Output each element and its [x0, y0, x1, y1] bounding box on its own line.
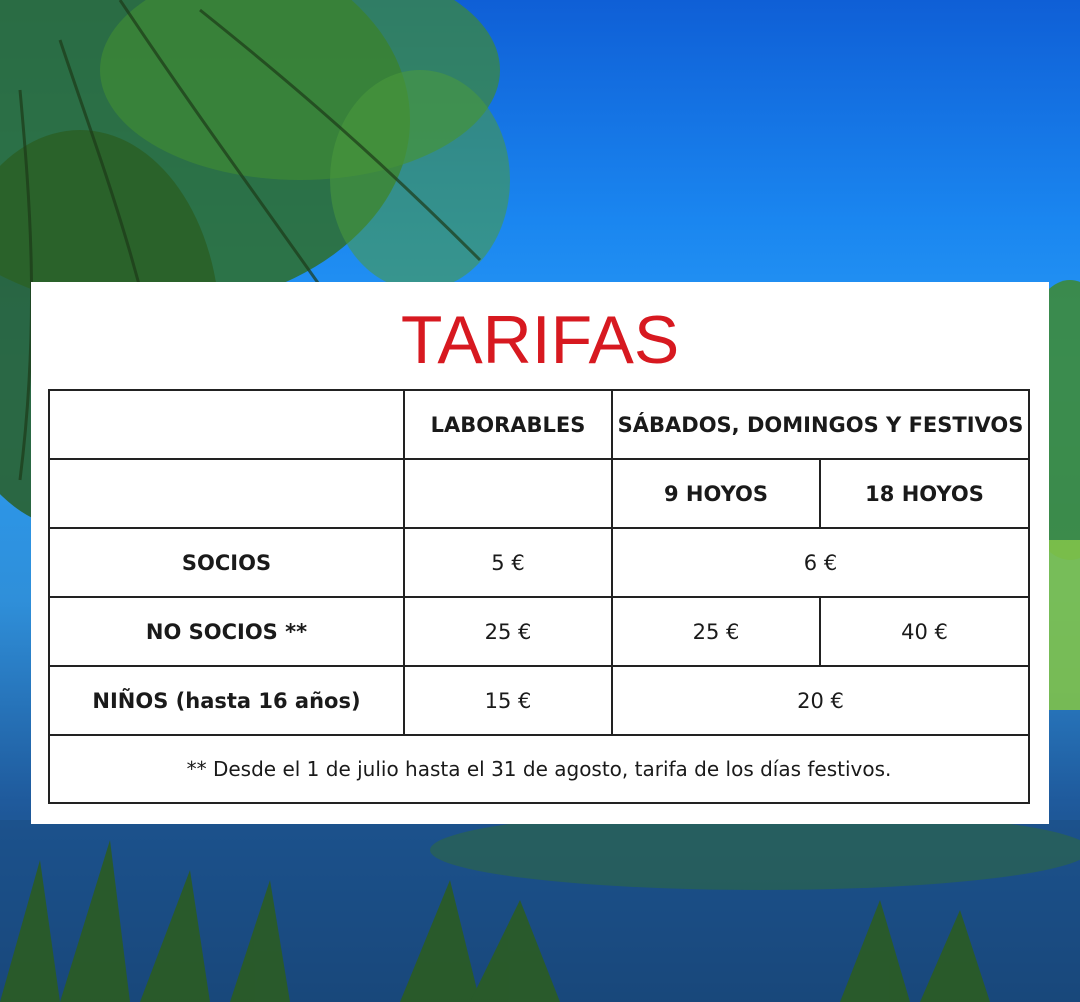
header-weekend-holidays: SÁBADOS, DOMINGOS Y FESTIVOS [612, 390, 1029, 459]
table-empty-cell [404, 459, 612, 528]
price-socios-laborables: 5 € [404, 528, 612, 597]
table-row [49, 597, 1029, 666]
table-note-row [49, 735, 1029, 803]
table-row [49, 666, 1029, 735]
table-header-row [49, 390, 1029, 459]
price-ninos-festivos: 20 € [612, 666, 1029, 735]
subheader-18-holes: 18 HOYOS [820, 459, 1029, 528]
row-label-ninos: NIÑOS (hasta 16 años) [49, 666, 404, 735]
row-label-no-socios: NO SOCIOS ** [49, 597, 404, 666]
footnote: ** Desde el 1 de julio hasta el 31 de agosto, tarifa de los días festivos. [49, 735, 1029, 803]
price-no-socios-18-holes: 40 € [820, 597, 1029, 666]
table-empty-cell [49, 459, 404, 528]
row-label-socios: SOCIOS [49, 528, 404, 597]
price-no-socios-laborables: 25 € [404, 597, 612, 666]
table-subheader-row [49, 459, 1029, 528]
subheader-9-holes: 9 HOYOS [612, 459, 820, 528]
price-socios-festivos: 6 € [612, 528, 1029, 597]
header-laborables: LABORABLES [404, 390, 612, 459]
table-corner-cell [49, 390, 404, 459]
table-row [49, 528, 1029, 597]
page-title: TARIFAS [400, 302, 680, 378]
price-ninos-laborables: 15 € [404, 666, 612, 735]
price-table [48, 389, 1030, 804]
price-no-socios-9-holes: 25 € [612, 597, 820, 666]
